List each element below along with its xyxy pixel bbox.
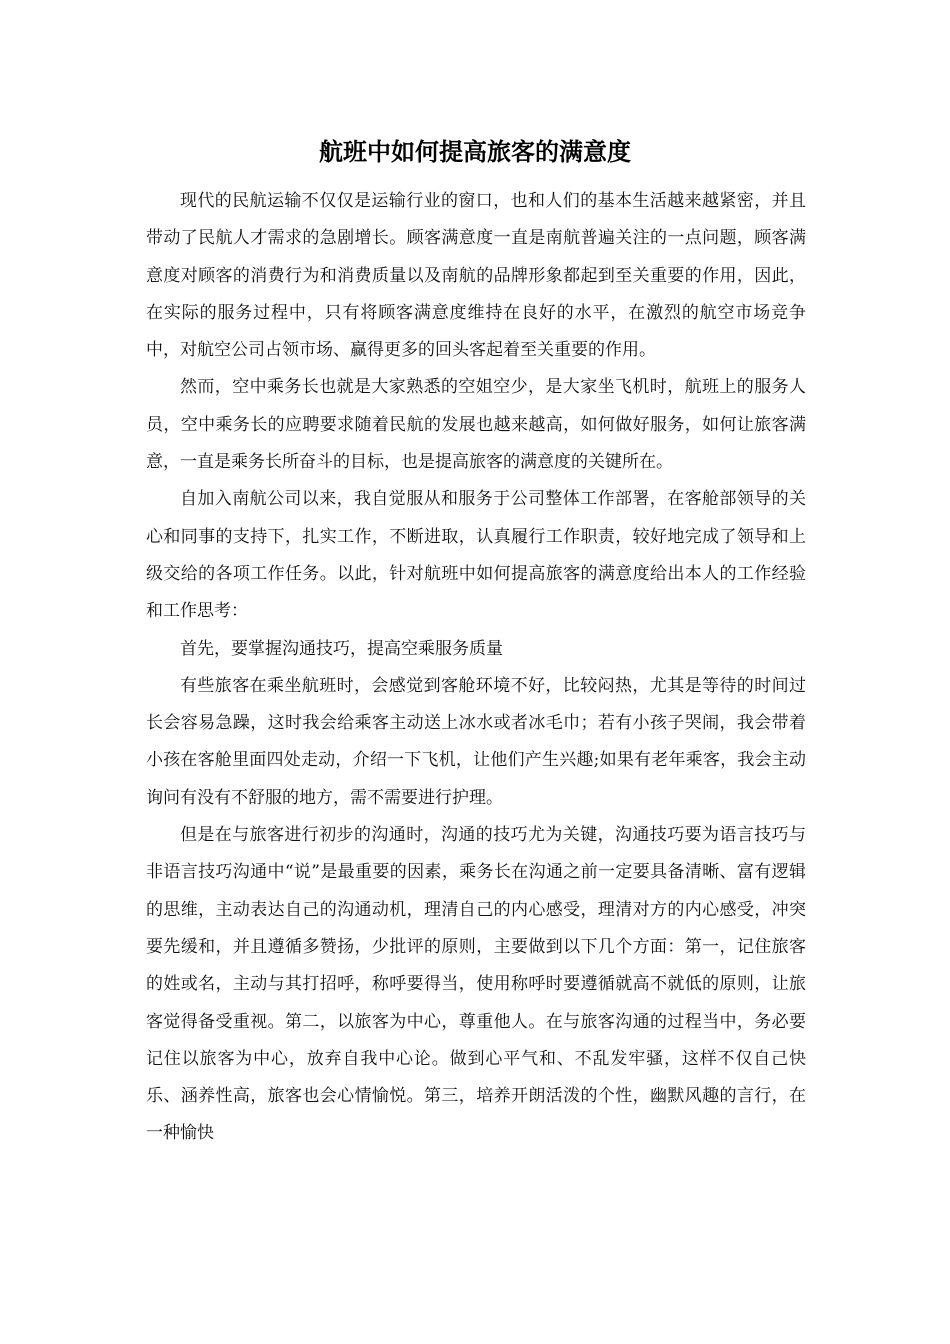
section-heading: 首先，要掌握沟通技巧，提高空乘服务质量 (180, 638, 503, 659)
paragraph: 现代的民航运输不仅仅是运输行业的窗口，也和人们的基本生活越来越紧密，并且带动了民航人才需求的急剧增长。顾客满意度一直是南航普遍关注的一点问题，顾客满意度对顾客的消费行为和消费质量以及南航的品牌形象都起到至关重要的作用，因此，在实际的服务过程中，只有将顾客满意度维持在良好的水平，在激烈的航空市场竞争中，对航空公司占领市场、赢得更多的回头客起着至关重要的作用。 (146, 191, 806, 361)
paragraph: 自加入南航公司以来，我自觉服从和服务于公司整体工作部署，在客舱部领导的关心和同事的支持下，扎实工作，不断进取，认真履行工作职责，较好地完成了领导和上级交给的各项工作任务。以此，针对航班中如何提高旅客的满意度给出本人的工作经验和工作思考： (146, 489, 806, 622)
paragraph: 然而，空中乘务长也就是大家熟悉的空姐空少，是大家坐飞机时，航班上的服务人员，空中乘务长的应聘要求随着民航的发展也越来越高，如何做好服务，如何让旅客满意，一直是乘务长所奋斗的目标，也是提高旅客的满意度的关键所在。 (146, 377, 806, 473)
document-title: 航班中如何提高旅客的满意度 (319, 137, 631, 166)
paragraph: 有些旅客在乘坐航班时，会感觉到客舱环境不好，比较闷热，尤其是等待的时间过长会容易急躁，这时我会给乘客主动送上冰水或者冰毛巾；若有小孩子哭闹，我会带着小孩在客舱里面四处走动，介绍一下飞机，让他们产生兴趣;如果有老年乘客，我会主动询问有没有不舒服的地方，需不需要进行护理。 (146, 675, 806, 808)
document-body (146, 183, 806, 1153)
paragraph: 但是在与旅客进行初步的沟通时，沟通的技巧尤为关键，沟通技巧要为语言技巧与非语言技巧沟通中“说”是最重要的因素，乘务长在沟通之前一定要具备清晰、富有逻辑的思维，主动表达自己的沟通动机，理清自己的内心感受，理清对方的内心感受，冲突要先缓和，并且遵循多赞扬，少批评的原则，主要做到以下几个方面：第一，记住旅客的姓或名，主动与其打招呼，称呼要得当，使用称呼时要遵循就高不就低的原则，让旅客觉得备受重视。第二，以旅客为中心，尊重他人。在与旅客沟通的过程当中，务必要记住以旅客为中心，放弃自我中心论。做到心平气和、不乱发牢骚，这样不仅自己快乐、涵养性高，旅客也会心情愉悦。第三，培养开朗活泼的个性，幽默风趣的言行，在一种愉快 (146, 825, 806, 1144)
